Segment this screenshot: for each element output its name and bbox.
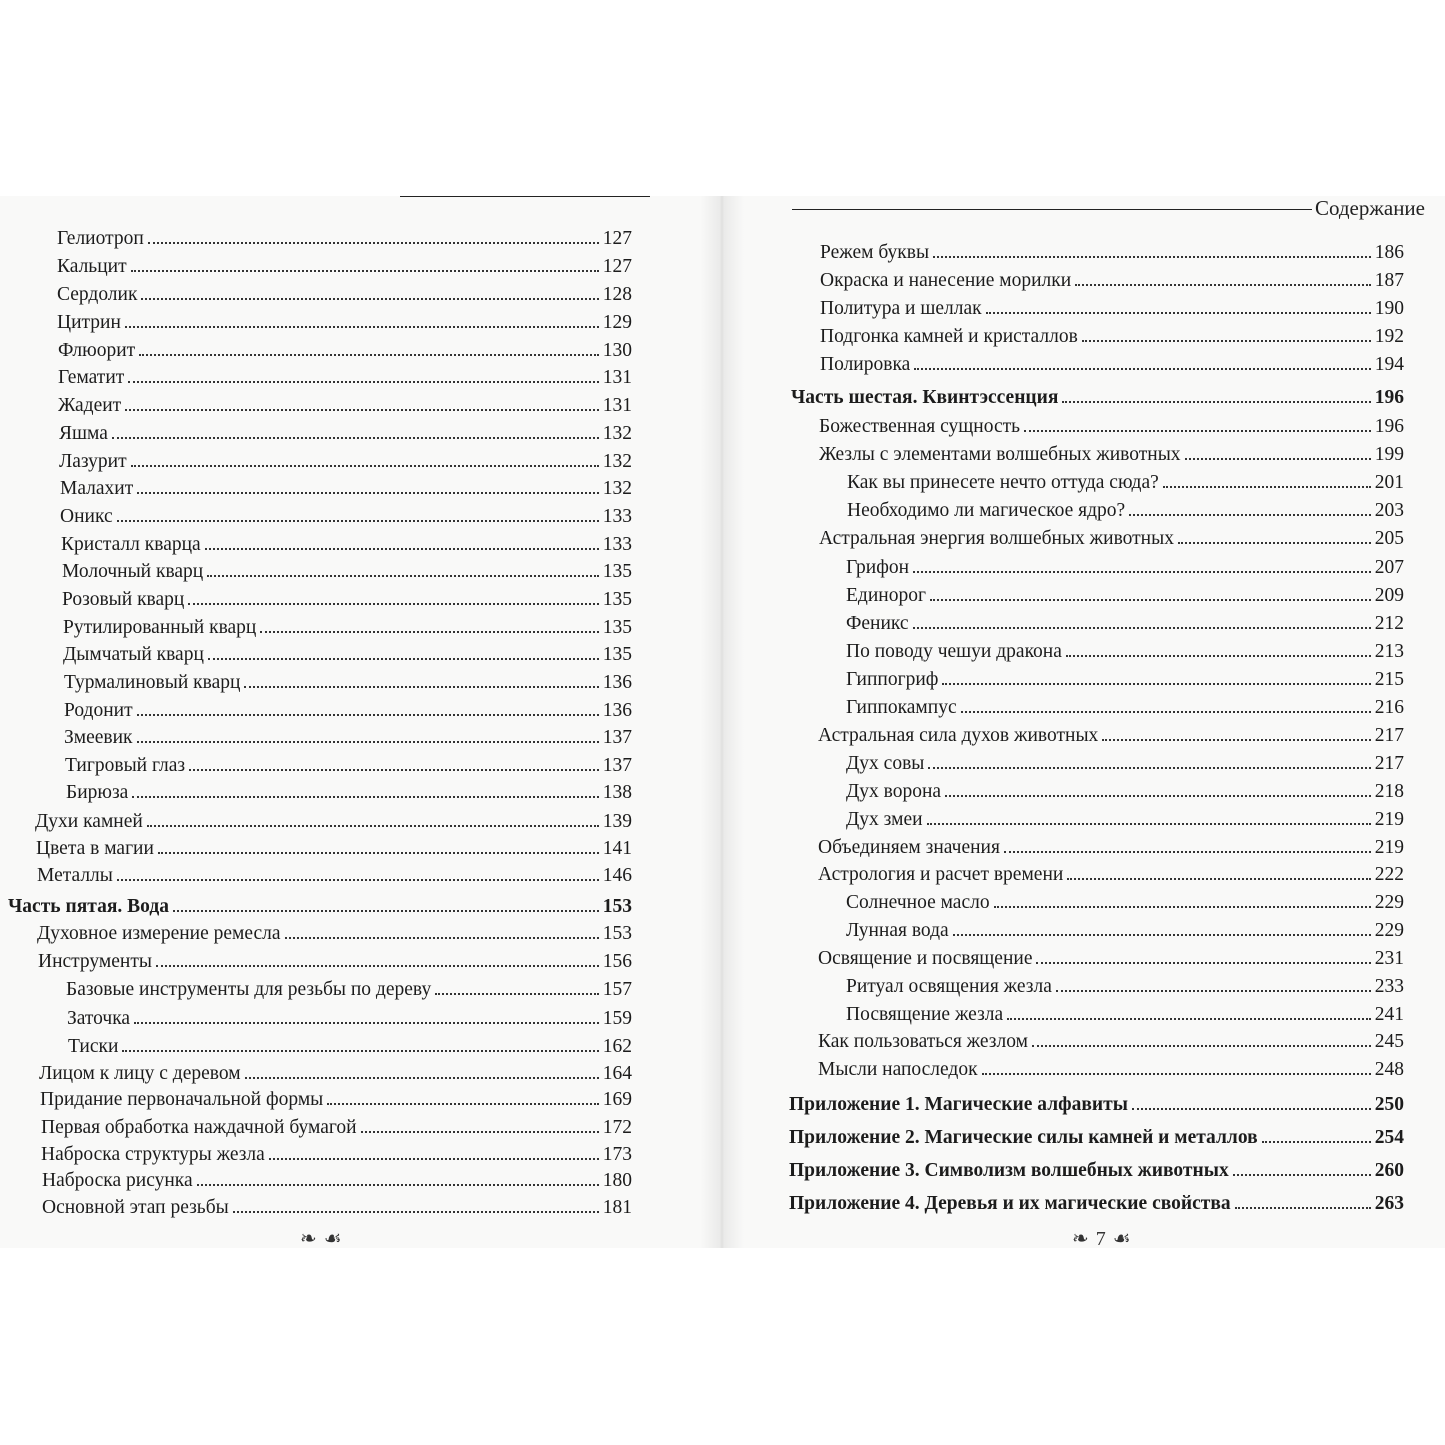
entry-page-number: 207 [1374, 556, 1404, 578]
dot-leader [914, 368, 1370, 370]
entry-title: Первая обработка наждачной бумагой [41, 1116, 357, 1138]
right-toc-entry [820, 236, 1404, 262]
left-toc-entry [42, 1164, 632, 1190]
right-toc-entry [846, 691, 1404, 717]
dot-leader [1163, 486, 1371, 488]
entry-page-number: 129 [602, 311, 632, 333]
left-toc-entry [36, 832, 632, 858]
left-toc-entry [57, 278, 632, 304]
entry-page-number: 133 [602, 533, 632, 555]
entry-title: Розовый кварц [62, 588, 185, 610]
left-page [0, 196, 722, 1248]
entry-page-number: 162 [602, 1035, 632, 1057]
left-toc-entry [62, 583, 632, 609]
dot-leader [260, 631, 598, 633]
dot-leader [1024, 430, 1371, 432]
entry-page-number: 156 [602, 950, 632, 972]
entry-page-number: 213 [1374, 640, 1404, 662]
dot-leader [139, 354, 599, 356]
right-toc-entry [846, 803, 1404, 829]
left-top-rule [400, 196, 650, 197]
entry-page-number: 260 [1374, 1159, 1404, 1181]
dot-leader [137, 741, 599, 743]
dot-leader [927, 823, 1371, 825]
left-toc-entry [60, 500, 632, 526]
entry-page-number: 196 [1374, 386, 1404, 408]
right-toc-entry [846, 551, 1404, 577]
entry-title: Родонит [64, 699, 133, 721]
entry-page-number: 172 [602, 1116, 632, 1138]
entry-page-number: 190 [1374, 297, 1404, 319]
entry-page-number: 186 [1374, 241, 1404, 263]
dot-leader [1066, 655, 1371, 657]
left-toc-entry [41, 1111, 632, 1137]
entry-title: Флюорит [58, 339, 136, 361]
entry-title: Ритуал освящения жезла [846, 975, 1052, 997]
left-toc-entry [59, 445, 632, 471]
entry-title: По поводу чешуи дракона [846, 640, 1062, 662]
entry-page-number: 127 [602, 227, 632, 249]
dot-leader [913, 627, 1371, 629]
entry-page-number: 212 [1374, 612, 1404, 634]
dot-leader [122, 1050, 598, 1052]
right-toc-entry [818, 858, 1404, 884]
entry-page-number: 139 [602, 810, 632, 832]
entry-title: Турмалиновый кварц [64, 671, 241, 693]
entry-title: Грифон [846, 556, 910, 578]
entry-title: Гелиотроп [57, 227, 144, 249]
dot-leader [1032, 1045, 1371, 1047]
dot-leader [125, 326, 599, 328]
entry-title: Гиппогриф [846, 668, 939, 690]
entry-page-number: 135 [602, 560, 632, 582]
entry-page-number: 138 [602, 781, 632, 803]
left-toc-entry [63, 611, 632, 637]
dot-leader [205, 548, 599, 550]
left-footer-ornament: ❧ ☙ [300, 1228, 343, 1250]
right-toc-entry [789, 1154, 1404, 1180]
entry-page-number: 263 [1374, 1192, 1404, 1214]
entry-title: Малахит [60, 477, 134, 499]
dot-leader [1132, 1108, 1371, 1110]
entry-page-number: 153 [602, 922, 632, 944]
dot-leader [131, 270, 599, 272]
entry-title: Рутилированный кварц [63, 616, 257, 638]
entry-page-number: 187 [1374, 269, 1404, 291]
right-toc-entry [789, 1088, 1404, 1114]
entry-title: Как пользоваться жезлом [818, 1030, 1028, 1052]
entry-title: Как вы принесете нечто оттуда сюда? [847, 471, 1159, 493]
entry-page-number: 127 [602, 255, 632, 277]
entry-page-number: 241 [1374, 1003, 1404, 1025]
entry-title: Оникс [60, 505, 113, 527]
entry-page-number: 164 [602, 1062, 632, 1084]
right-toc-entry [846, 747, 1404, 773]
entry-page-number: 199 [1374, 443, 1404, 465]
right-toc-entry [846, 914, 1404, 940]
entry-page-number: 245 [1374, 1030, 1404, 1052]
dot-leader [117, 520, 599, 522]
entry-page-number: 132 [602, 450, 632, 472]
entry-title: Божественная сущность [819, 415, 1021, 437]
book-gutter [700, 196, 744, 1248]
entry-title: Астрология и расчет времени [818, 863, 1064, 885]
right-toc-entry [818, 719, 1404, 745]
entry-page-number: 201 [1374, 471, 1404, 493]
left-toc-entry [37, 917, 632, 943]
dot-leader [1185, 458, 1371, 460]
entry-title: Дух змеи [846, 808, 923, 830]
left-toc-entry [39, 1057, 632, 1083]
right-toc-entry [846, 607, 1404, 633]
dot-leader [1082, 340, 1371, 342]
left-toc-entry [37, 859, 632, 885]
entry-title: Полировка [820, 353, 911, 375]
entry-title: Молочный кварц [62, 560, 204, 582]
left-toc-entry [68, 1030, 632, 1056]
entry-title: Змеевик [64, 726, 133, 748]
left-toc-entry [64, 721, 632, 747]
entry-page-number: 231 [1374, 947, 1404, 969]
left-toc-entry [57, 250, 632, 276]
right-footer-ornament: ❧ 7 ☙ [1072, 1228, 1132, 1250]
right-toc-entry [791, 381, 1404, 407]
dot-leader [189, 769, 599, 771]
left-toc-entry [35, 805, 632, 831]
left-toc-entry [65, 749, 632, 775]
entry-title: Наброска структуры жезла [41, 1143, 265, 1165]
dot-leader [1235, 1207, 1371, 1209]
right-toc-entry [818, 942, 1404, 968]
entry-title: Лунная вода [846, 919, 949, 941]
entry-title: Лазурит [59, 450, 127, 472]
dot-leader [1067, 878, 1370, 880]
entry-page-number: 215 [1374, 668, 1404, 690]
dot-leader [982, 1073, 1371, 1075]
right-toc-entry [847, 494, 1404, 520]
dot-leader [930, 599, 1371, 601]
dot-leader [435, 993, 599, 995]
entry-title: Часть шестая. Квинтэссенция [791, 386, 1059, 408]
entry-page-number: 135 [602, 616, 632, 638]
left-toc-entry [8, 890, 632, 916]
entry-title: Гематит [58, 366, 125, 388]
right-toc-entry [846, 579, 1404, 605]
dot-leader [134, 1022, 599, 1024]
entry-title: Окраска и нанесение морилки [820, 269, 1072, 291]
entry-page-number: 132 [602, 477, 632, 499]
entry-title: Цвета в магии [36, 837, 154, 859]
entry-title: Базовые инструменты для резьбы по дереву [66, 978, 432, 1000]
entry-page-number: 132 [602, 422, 632, 444]
entry-page-number: 135 [602, 588, 632, 610]
dot-leader [148, 242, 599, 244]
left-toc-entry [57, 222, 632, 248]
entry-title: Духовное измерение ремесла [37, 922, 281, 944]
entry-title: Мысли напоследок [818, 1058, 978, 1080]
left-toc-entry [64, 694, 632, 720]
entry-page-number: 130 [602, 339, 632, 361]
entry-page-number: 229 [1374, 919, 1404, 941]
dot-leader [158, 852, 599, 854]
left-toc-entry [66, 776, 632, 802]
entry-title: Необходимо ли магическое ядро? [847, 499, 1126, 521]
dot-leader [994, 906, 1371, 908]
left-toc-entry [60, 472, 632, 498]
running-head: Содержание [1314, 196, 1425, 220]
right-toc-entry [820, 348, 1404, 374]
entry-page-number: 133 [602, 505, 632, 527]
left-toc-entry [57, 306, 632, 332]
entry-page-number: 169 [602, 1088, 632, 1110]
entry-page-number: 217 [1374, 724, 1404, 746]
entry-title: Астральная энергия волшебных животных [819, 527, 1174, 549]
right-toc-entry [846, 998, 1404, 1024]
dot-leader [197, 1184, 599, 1186]
dot-leader [953, 934, 1371, 936]
entry-page-number: 209 [1374, 584, 1404, 606]
entry-title: Единорог [846, 584, 926, 606]
entry-page-number: 219 [1374, 836, 1404, 858]
right-toc-entry [789, 1187, 1404, 1213]
dot-leader [244, 686, 598, 688]
entry-page-number: 136 [602, 671, 632, 693]
entry-title: Посвящение жезла [846, 1003, 1004, 1025]
entry-title: Тиски [68, 1035, 119, 1057]
entry-page-number: 250 [1374, 1093, 1404, 1115]
right-page [722, 196, 1445, 1248]
left-toc-entry [38, 945, 632, 971]
entry-title: Сердолик [57, 283, 138, 305]
entry-title: Лицом к лицу с деревом [39, 1062, 241, 1084]
dot-leader [188, 603, 598, 605]
dot-leader [1062, 401, 1370, 403]
entry-page-number: 248 [1374, 1058, 1404, 1080]
dot-leader [131, 465, 599, 467]
right-toc-entry [818, 1053, 1404, 1079]
left-toc-entry [58, 389, 632, 415]
entry-page-number: 159 [602, 1007, 632, 1029]
dot-leader [1007, 1018, 1371, 1020]
dot-leader [269, 1158, 599, 1160]
entry-page-number: 222 [1374, 863, 1404, 885]
right-toc-entry [819, 438, 1404, 464]
entry-page-number: 219 [1374, 808, 1404, 830]
dot-leader [173, 910, 599, 912]
left-toc-entry [59, 417, 632, 443]
entry-title: Режем буквы [820, 241, 930, 263]
entry-title: Солнечное масло [846, 891, 990, 913]
right-toc-entry [847, 466, 1404, 492]
left-toc-entry [42, 1191, 632, 1217]
left-toc-entry [40, 1083, 632, 1109]
dot-leader [207, 575, 599, 577]
entry-page-number: 135 [602, 643, 632, 665]
book-spread [0, 196, 1445, 1248]
right-top-rule [792, 209, 1312, 210]
entry-title: Политура и шеллак [820, 297, 982, 319]
entry-page-number: 216 [1374, 696, 1404, 718]
right-toc-entry [846, 663, 1404, 689]
dot-leader [942, 683, 1370, 685]
entry-page-number: 131 [602, 366, 632, 388]
left-toc-entry [61, 528, 632, 554]
dot-leader [1036, 962, 1370, 964]
right-toc-entry [819, 522, 1404, 548]
entry-page-number: 196 [1374, 415, 1404, 437]
entry-page-number: 173 [602, 1143, 632, 1165]
dot-leader [1233, 1174, 1371, 1176]
entry-title: Бирюза [66, 781, 129, 803]
dot-leader [125, 409, 599, 411]
entry-page-number: 137 [602, 754, 632, 776]
dot-leader [156, 965, 599, 967]
entry-page-number: 136 [602, 699, 632, 721]
entry-title: Дух совы [846, 752, 925, 774]
entry-title: Металлы [37, 864, 113, 886]
dot-leader [1056, 990, 1371, 992]
right-toc-entry [820, 320, 1404, 346]
dot-leader [112, 437, 599, 439]
entry-page-number: 141 [602, 837, 632, 859]
dot-leader [961, 711, 1371, 713]
entry-title: Гиппокампус [846, 696, 957, 718]
entry-page-number: 229 [1374, 891, 1404, 913]
left-toc-entry [62, 555, 632, 581]
dot-leader [327, 1103, 598, 1105]
entry-title: Приложение 2. Магические силы камней и металлов [789, 1126, 1258, 1148]
entry-title: Жезлы с элементами волшебных животных [819, 443, 1181, 465]
dot-leader [933, 256, 1371, 258]
entry-title: Цитрин [57, 311, 121, 333]
dot-leader [128, 381, 598, 383]
dot-leader [147, 825, 599, 827]
dot-leader [233, 1211, 599, 1213]
entry-title: Тигровый глаз [65, 754, 186, 776]
entry-page-number: 157 [602, 978, 632, 1000]
dot-leader [245, 1077, 599, 1079]
entry-title: Наброска рисунка [42, 1169, 193, 1191]
entry-title: Часть пятая. Вода [8, 895, 169, 917]
right-toc-entry [820, 292, 1404, 318]
dot-leader [1004, 851, 1371, 853]
entry-title: Жадеит [58, 394, 122, 416]
entry-title: Дымчатый кварц [63, 643, 204, 665]
dot-leader [913, 571, 1371, 573]
entry-page-number: 217 [1374, 752, 1404, 774]
entry-title: Феникс [846, 612, 909, 634]
entry-title: Инструменты [38, 950, 152, 972]
entry-page-number: 203 [1374, 499, 1404, 521]
entry-page-number: 180 [602, 1169, 632, 1191]
entry-title: Объединяем значения [818, 836, 1000, 858]
left-toc-entry [58, 361, 632, 387]
entry-page-number: 194 [1374, 353, 1404, 375]
dot-leader [137, 714, 599, 716]
right-toc-entry [846, 775, 1404, 801]
left-toc-entry [67, 1002, 632, 1028]
dot-leader [1075, 284, 1371, 286]
entry-title: Духи камней [35, 810, 143, 832]
dot-leader [208, 658, 599, 660]
dot-leader [1178, 542, 1371, 544]
left-toc-entry [66, 973, 632, 999]
right-toc-entry [846, 970, 1404, 996]
entry-page-number: 146 [602, 864, 632, 886]
entry-title: Дух ворона [846, 780, 942, 802]
right-toc-entry [789, 1121, 1404, 1147]
dot-leader [137, 492, 598, 494]
dot-leader [1102, 739, 1370, 741]
entry-page-number: 131 [602, 394, 632, 416]
entry-title: Приложение 3. Символизм волшебных животных [789, 1159, 1229, 1181]
entry-page-number: 137 [602, 726, 632, 748]
right-toc-entry [820, 264, 1404, 290]
dot-leader [117, 879, 599, 881]
right-toc-entry [819, 410, 1404, 436]
entry-page-number: 192 [1374, 325, 1404, 347]
entry-page-number: 233 [1374, 975, 1404, 997]
entry-page-number: 254 [1374, 1126, 1404, 1148]
dot-leader [1129, 514, 1371, 516]
dot-leader [141, 298, 598, 300]
entry-page-number: 153 [602, 895, 632, 917]
dot-leader [285, 937, 599, 939]
entry-title: Приложение 1. Магические алфавиты [789, 1093, 1128, 1115]
entry-title: Освящение и посвящение [818, 947, 1033, 969]
left-toc-entry [64, 666, 632, 692]
entry-page-number: 181 [602, 1196, 632, 1218]
entry-title: Подгонка камней и кристаллов [820, 325, 1078, 347]
entry-title: Яшма [59, 422, 108, 444]
entry-title: Придание первоначальной формы [40, 1088, 324, 1110]
dot-leader [928, 767, 1370, 769]
entry-page-number: 128 [602, 283, 632, 305]
entry-page-number: 218 [1374, 780, 1404, 802]
entry-title: Кристалл кварца [61, 533, 201, 555]
entry-title: Астральная сила духов животных [818, 724, 1099, 746]
dot-leader [1262, 1141, 1371, 1143]
entry-title: Кальцит [57, 255, 127, 277]
dot-leader [945, 795, 1371, 797]
entry-title: Заточка [67, 1007, 131, 1029]
right-toc-entry [846, 635, 1404, 661]
right-toc-entry [846, 886, 1404, 912]
right-toc-entry [818, 831, 1404, 857]
entry-page-number: 205 [1374, 527, 1404, 549]
entry-title: Приложение 4. Деревья и их магические свойства [789, 1192, 1231, 1214]
dot-leader [361, 1131, 599, 1133]
left-toc-entry [58, 334, 632, 360]
dot-leader [986, 312, 1371, 314]
right-toc-entry [818, 1025, 1404, 1051]
left-toc-entry [63, 638, 632, 664]
dot-leader [132, 796, 598, 798]
entry-title: Основной этап резьбы [42, 1196, 229, 1218]
left-toc-entry [41, 1138, 632, 1164]
